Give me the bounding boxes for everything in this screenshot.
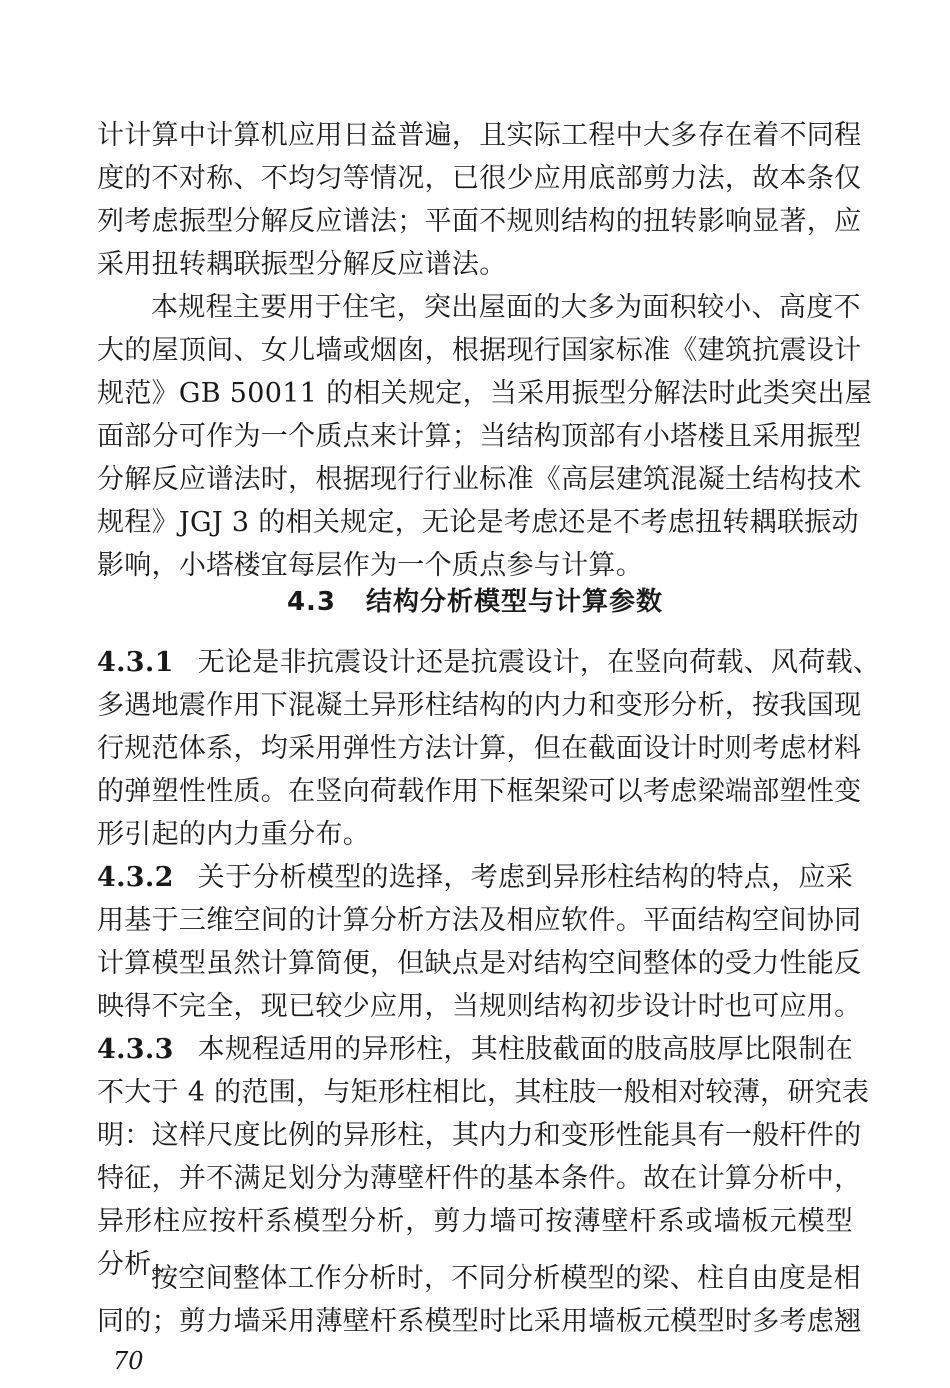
clause-text: 关于分析模型的选择，考虑到异形柱结构的特点，应采 bbox=[197, 862, 853, 893]
clause-line: 映得不完全，现已较少应用，当规则结构初步设计时也可应用。 bbox=[97, 991, 862, 1022]
clause-number: 4.3.2 bbox=[97, 862, 174, 893]
paragraph-line: 度的不对称、不均匀等情况，已很少应用底部剪力法，故本条仅 bbox=[97, 163, 862, 194]
clause-first-line bbox=[97, 1028, 853, 1072]
paragraph-line: 本规程主要用于住宅，突出屋面的大多为面积较小、高度不 bbox=[151, 292, 861, 323]
clause-first-line bbox=[97, 641, 881, 685]
clause-line: 计算模型虽然计算简便，但缺点是对结构空间整体的受力性能反 bbox=[97, 948, 862, 979]
clause-first-line bbox=[97, 856, 853, 900]
paragraph-line: 列考虑振型分解反应谱法；平面不规则结构的扭转影响显著，应 bbox=[97, 206, 862, 237]
clause-line: 特征，并不满足划分为薄壁杆件的基本条件。故在计算分析中， bbox=[97, 1163, 862, 1194]
clause-text: 无论是非抗震设计还是抗震设计，在竖向荷载、风荷载、 bbox=[197, 647, 881, 678]
clause-line: 多遇地震作用下混凝土异形柱结构的内力和变形分析，按我国现 bbox=[97, 690, 862, 721]
clause-line: 明：这样尺度比例的异形柱，其内力和变形性能具有一般杆件的 bbox=[97, 1120, 862, 1151]
paragraph-line: 规程》JGJ 3 的相关规定，无论是考虑还是不考虑扭转耦联振动 bbox=[97, 507, 859, 538]
paragraph-line: 按空间整体工作分析时，不同分析模型的梁、柱自由度是相 bbox=[151, 1263, 861, 1294]
clause-line: 不大于 4 的范围，与矩形柱相比，其柱肢一般相对较薄，研究表 bbox=[97, 1077, 870, 1108]
section-number: 4.3 bbox=[286, 587, 337, 617]
clause-line: 行规范体系，均采用弹性方法计算，但在截面设计时则考虑材料 bbox=[97, 733, 862, 764]
clause-line: 异形柱应按杆系模型分析，剪力墙可按薄壁杆系或墙板元模型 bbox=[97, 1206, 853, 1237]
clause-line: 分析。 bbox=[97, 1249, 179, 1280]
paragraph-line: 大的屋顶间、女儿墙或烟囱，根据现行国家标准《建筑抗震设计 bbox=[97, 335, 862, 366]
clause-line: 的弹塑性性质。在竖向荷载作用下框架梁可以考虑梁端部塑性变 bbox=[97, 776, 862, 807]
paragraph-line: 影响，小塔楼宜每层作为一个质点参与计算。 bbox=[97, 550, 643, 581]
paragraph-line: 面部分可作为一个质点来计算；当结构顶部有小塔楼且采用振型 bbox=[97, 421, 862, 452]
clause-line: 用基于三维空间的计算分析方法及相应软件。平面结构空间协同 bbox=[97, 905, 862, 936]
clause-number: 4.3.1 bbox=[97, 647, 174, 678]
clause-line: 形引起的内力重分布。 bbox=[97, 819, 370, 850]
paragraph-line: 计计算中计算机应用日益普遍，且实际工程中大多存在着不同程 bbox=[97, 120, 862, 151]
section-title: 结构分析模型与计算参数 bbox=[366, 587, 664, 617]
paragraph-line: 分解反应谱法时，根据现行行业标准《高层建筑混凝土结构技术 bbox=[97, 464, 862, 495]
paragraph-line: 规范》GB 50011 的相关规定，当采用振型分解法时此类突出屋 bbox=[97, 378, 873, 409]
clause-number: 4.3.3 bbox=[97, 1034, 174, 1065]
paragraph-line: 同的；剪力墙采用薄壁杆系模型时比采用墙板元模型时多考虑翘 bbox=[97, 1306, 862, 1337]
page-number: 70 bbox=[113, 1347, 144, 1375]
section-heading bbox=[0, 580, 950, 624]
paragraph-line: 采用扭转耦联振型分解反应谱法。 bbox=[97, 249, 507, 280]
clause-text: 本规程适用的异形柱，其柱肢截面的肢高肢厚比限制在 bbox=[197, 1034, 853, 1065]
